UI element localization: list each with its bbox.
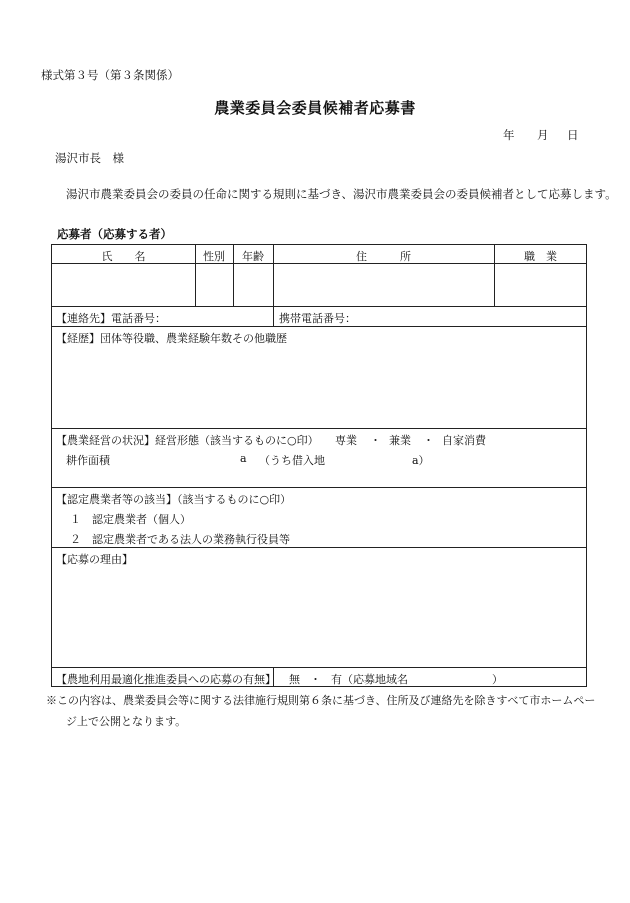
row-divider xyxy=(52,326,586,327)
certified-label: 【認定農業者等の該当】（該当するものに○印） xyxy=(56,493,292,506)
date-year-label: 年 xyxy=(503,128,515,142)
area-label: 耕作面積 xyxy=(66,454,110,467)
address-field[interactable] xyxy=(274,264,493,305)
certified-item-2[interactable]: ２ 認定農業者である法人の業務執行役員等 xyxy=(70,533,290,546)
option-separator: ・ xyxy=(370,434,381,447)
phone-label: 【連絡先】電話番号： xyxy=(56,312,166,325)
name-field[interactable] xyxy=(53,264,194,305)
header-occupation: 職 業 xyxy=(524,250,557,263)
promotion-yes[interactable]: 有（応募地域名 xyxy=(331,673,408,686)
header-name: 氏 名 xyxy=(101,250,146,263)
promotion-no[interactable]: 無 xyxy=(289,673,300,686)
header-address: 住 所 xyxy=(356,250,411,263)
area-unit: a xyxy=(240,452,247,465)
row-divider xyxy=(52,428,586,429)
lease-unit: a） xyxy=(412,454,430,467)
addressee: 湯沢市長 様 xyxy=(55,151,124,165)
farming-label: 【農業経営の状況】経営形態（該当するものに○印） xyxy=(56,434,319,447)
header-age: 年齢 xyxy=(242,250,264,263)
section-title: 応募者（応募する者） xyxy=(57,227,172,241)
option-part-time[interactable]: 兼業 xyxy=(389,434,411,447)
date-day-label: 日 xyxy=(567,128,579,142)
option-self-consumption[interactable]: 自家消費 xyxy=(442,434,486,447)
promotion-label: 【農地利用最適化推進委員への応募の有無】 xyxy=(56,673,276,686)
occupation-field[interactable] xyxy=(495,264,586,305)
note-line-2: ジ上で公開となります。 xyxy=(66,715,187,728)
lease-label: （うち借入地 xyxy=(259,454,325,467)
form-number: 様式第３号（第３条関係） xyxy=(41,68,179,82)
certified-item-1[interactable]: １ 認定農業者（個人） xyxy=(70,513,191,526)
promotion-separator: ・ xyxy=(310,673,321,686)
sex-field[interactable] xyxy=(196,264,232,305)
page-title: 農業委員会委員候補者応募書 xyxy=(214,99,416,117)
row-divider xyxy=(52,487,586,488)
applicant-table xyxy=(51,244,587,687)
mobile-label: 携帯電話番号： xyxy=(279,312,356,325)
header-sex: 性別 xyxy=(203,250,225,263)
row-divider xyxy=(52,306,586,307)
intro-text: 湯沢市農業委員会の委員の任命に関する規則に基づき、湯沢市農業委員会の委員候補者として応募します。 xyxy=(66,187,617,201)
reason-label: 【応募の理由】 xyxy=(56,553,133,566)
note-line-1: ※この内容は、農業委員会等に関する法律施行規則第６条に基づき、住所及び連絡先を除きすべて市ホームペー xyxy=(46,694,596,707)
row-divider xyxy=(52,667,586,668)
promotion-close: ） xyxy=(492,673,503,686)
career-label: 【経歴】団体等役職、農業経験年数その他職歴 xyxy=(56,332,287,345)
option-separator: ・ xyxy=(423,434,434,447)
option-full-time[interactable]: 専業 xyxy=(335,434,357,447)
row-divider xyxy=(52,547,586,548)
age-field[interactable] xyxy=(234,264,272,305)
date-month-label: 月 xyxy=(537,128,549,142)
